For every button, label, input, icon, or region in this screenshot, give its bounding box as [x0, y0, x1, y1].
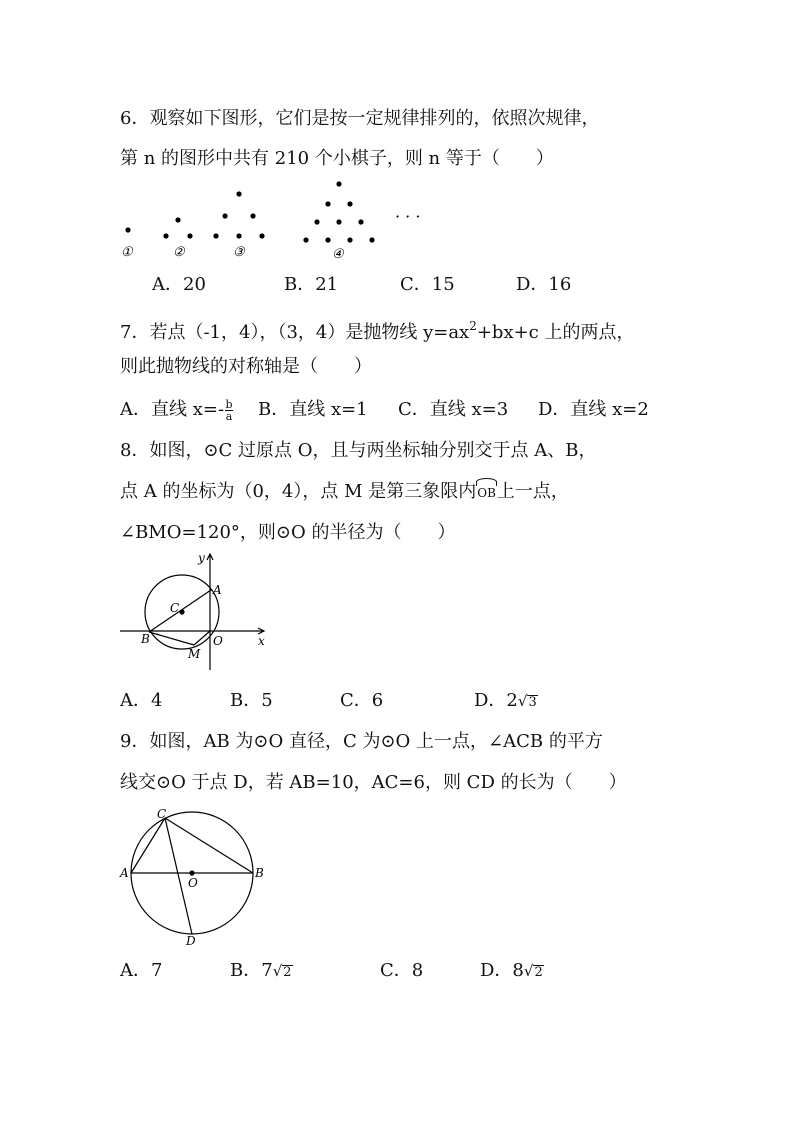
label-c: C	[170, 601, 180, 615]
q8-line2	[120, 479, 569, 506]
q8-option-c: C．6	[340, 690, 384, 711]
label-o: O	[188, 876, 198, 890]
label-m: M	[188, 647, 201, 661]
q7-option-d: D．直线 x=2	[538, 399, 649, 420]
q8-line2-post: 上一点，	[496, 481, 569, 502]
q8-line2-pre: 点 A 的坐标为（0，4），点 M 是第三象限内	[120, 481, 477, 502]
label-o: O	[213, 634, 223, 648]
figure-label-3: ③	[233, 245, 245, 260]
label-b: B	[141, 632, 150, 646]
label-b: B	[255, 866, 264, 880]
figure-label-1: ①	[121, 245, 133, 260]
label-a: A	[213, 583, 222, 597]
arc-ob: OB	[476, 480, 497, 506]
q6-option-a: A．20	[152, 274, 206, 295]
q7-exponent: 2	[469, 319, 477, 333]
q8-option-d-text: D．2	[474, 690, 518, 711]
q6-option-d: D．16	[516, 274, 572, 295]
q6-pattern-figure	[118, 178, 438, 262]
q9-line1: 9．如图，AB 为⊙O 直径，C 为⊙O 上一点，∠ACB 的平方	[120, 731, 603, 752]
q7-option-a	[120, 397, 234, 423]
q8-circle-figure	[118, 548, 270, 674]
q9-option-a: A．7	[120, 960, 163, 981]
q7-option-a-text: A．直线 x=-	[120, 399, 225, 420]
q8-option-d: D．2√3	[474, 690, 537, 711]
q9-circle-figure	[116, 808, 266, 948]
q7-line1-post: +bx+c 上的两点，	[476, 322, 635, 343]
q9-option-b: B．7√2	[230, 960, 292, 981]
q9-option-c: C．8	[380, 960, 424, 981]
label-c: C	[157, 808, 167, 821]
q9-option-d-text: D．8	[480, 960, 524, 981]
q6-line2: 第 n 的图形中共有 210 个小棋子，则 n 等于（ ）	[120, 148, 554, 169]
center-o	[189, 870, 194, 875]
q7-option-c: C．直线 x=3	[398, 399, 509, 420]
q6-line1: 6．观察如下图形，它们是按一定规律排列的，依照次规律，	[120, 108, 600, 129]
q8-line3: ∠BMO=120°，则⊙O 的半径为（ ）	[120, 522, 456, 543]
q9-option-b-text: B．7	[230, 960, 273, 981]
segment-cb	[165, 818, 253, 873]
fraction-numerator: b	[225, 397, 233, 411]
q7-line2: 则此抛物线的对称轴是（ ）	[120, 356, 372, 377]
segment-ac	[131, 818, 165, 873]
fraction-denominator: a	[225, 409, 233, 423]
label-y: y	[198, 551, 205, 565]
figure-label-2: ②	[173, 245, 185, 260]
radicand-2: 2	[283, 965, 292, 980]
q7-line1	[120, 313, 634, 346]
center-c	[179, 609, 184, 614]
label-d: D	[186, 934, 196, 948]
q7-option-b: B．直线 x=1	[258, 399, 368, 420]
q9-option-d: D．8√2	[480, 960, 543, 981]
q7-line1-pre: 7．若点（-1，4），（3，4）是抛物线 y=ax	[120, 322, 470, 343]
radicand-3: 3	[528, 695, 537, 710]
fraction-b-over-a	[225, 399, 233, 422]
q8-option-b: B．5	[230, 690, 273, 711]
q6-option-c: C．15	[400, 274, 455, 295]
radicand-2: 2	[534, 965, 543, 980]
q8-option-a: A．4	[120, 690, 163, 711]
q6-option-b: B．21	[284, 274, 339, 295]
label-x: x	[258, 634, 265, 648]
label-a: A	[120, 866, 129, 880]
pattern-dots	[125, 181, 374, 242]
figure-label-4: ④	[332, 247, 344, 262]
q8-line1: 8．如图，⊙C 过原点 O，且与两坐标轴分别交于点 A、B，	[120, 440, 597, 461]
ellipsis: · · ·	[395, 207, 421, 226]
q9-line2: 线交⊙O 于点 D，若 AB=10，AC=6，则 CD 的长为（ ）	[120, 772, 627, 793]
